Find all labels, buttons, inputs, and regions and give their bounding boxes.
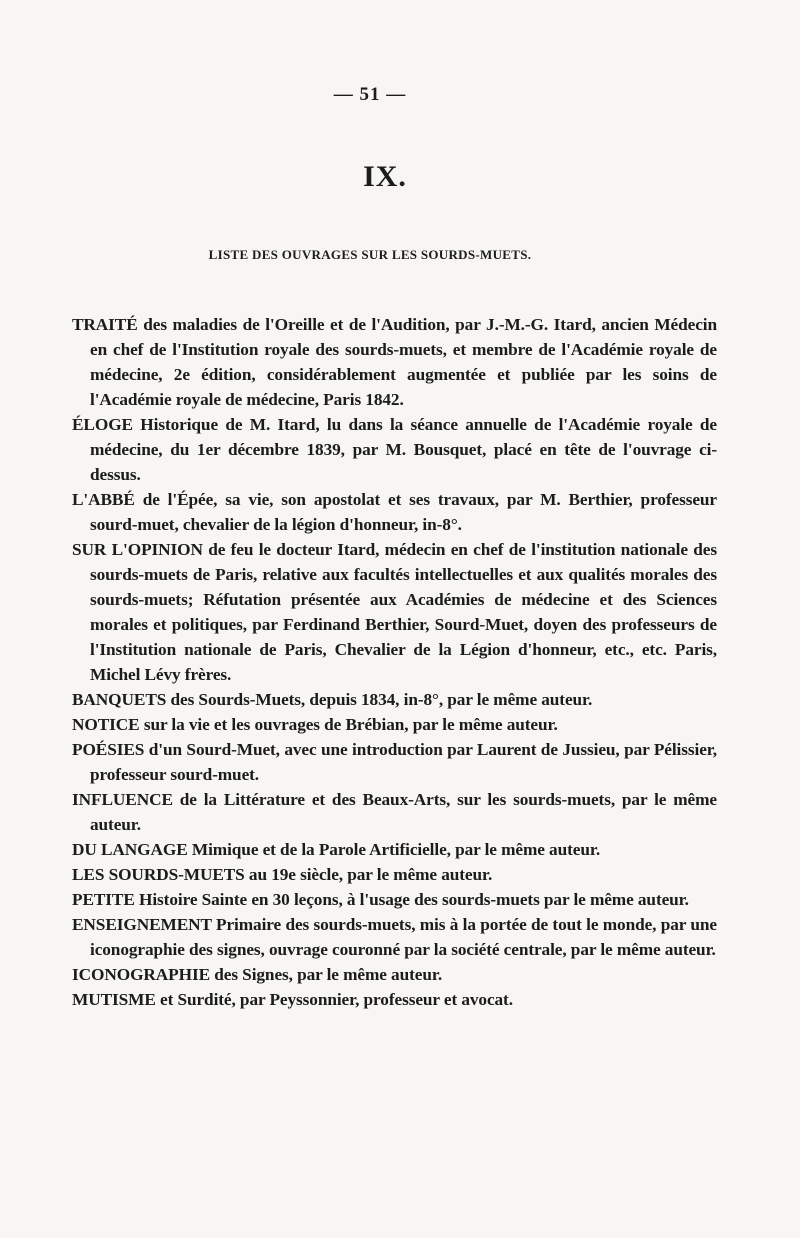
entry-text: Primaire des sourds-muets, mis à la portée de tout le monde, par une iconographie des signes, ouvrage couronné par la société centrale, par le même auteur. bbox=[90, 915, 717, 959]
entry-text: au 19e siècle, par le même auteur. bbox=[244, 865, 493, 884]
entry-text: des Signes, par le même auteur. bbox=[210, 965, 443, 984]
entry-lead: MUTISME bbox=[72, 990, 156, 1009]
entry-text: des maladies de l'Oreille et de l'Audition, par J.-M.-G. Itard, ancien Médecin en chef de l'Institution royale des sourds-muets, et membre de l'Académie royale de médecine, 2e édition, considérablement augmentée et publiée par les soins de l'Académie royale de médecine, Paris 1842. bbox=[90, 315, 717, 409]
entry-lead: DU LANGAGE bbox=[72, 840, 188, 859]
bibliography-entry bbox=[72, 312, 717, 412]
page-number: — 51 — bbox=[333, 84, 407, 105]
entry-text: de la Littérature et des Beaux-Arts, sur les sourds-muets, par le même auteur. bbox=[90, 790, 717, 834]
bibliography-entry bbox=[72, 737, 717, 787]
bibliography-entry bbox=[72, 537, 717, 687]
bibliography-entry bbox=[72, 837, 717, 862]
entry-lead: INFLUENCE bbox=[72, 790, 173, 809]
entry-lead: ENSEIGNEMENT bbox=[72, 915, 212, 934]
section-title: LISTE DES OUVRAGES SUR LES SOURDS-MUETS. bbox=[208, 247, 532, 262]
chapter-heading: IX. bbox=[363, 160, 407, 193]
bibliography-entry bbox=[72, 962, 717, 987]
entry-text: Mimique et de la Parole Artificielle, par le même auteur. bbox=[187, 840, 601, 859]
bibliography-entry bbox=[72, 487, 717, 537]
bibliography-entry bbox=[72, 787, 717, 837]
entry-text: de feu le docteur Itard, médecin en chef de l'institution nationale des sourds-muets de Paris, relative aux facultés intellectuelles et aux qualités morales des sourds-muets; Réfutation présentée aux Académies de médecine et des Sciences morales et politiques, par Ferdinand Berthier, Sourd-Muet, doyen des professeurs de l'Institution nationale de Paris, Chevalier de la Légion d'honneur, etc., etc. Paris, Michel Lévy frères. bbox=[90, 540, 717, 684]
entry-text: des Sourds-Muets, depuis 1834, in-8°, par le même auteur. bbox=[166, 690, 593, 709]
entry-text: sur la vie et les ouvrages de Brébian, par le même auteur. bbox=[139, 715, 558, 734]
entry-text: Histoire Sainte en 30 leçons, à l'usage des sourds-muets par le même auteur. bbox=[134, 890, 689, 909]
bibliography-entry bbox=[72, 912, 717, 962]
entry-lead: BANQUETS bbox=[72, 690, 167, 709]
entry-text: Historique de M. Itard, lu dans la séance annuelle de l'Académie royale de médecine, du 1er décembre 1839, par M. Bousquet, placé en tête de l'ouvrage ci-dessus. bbox=[90, 415, 717, 484]
entry-lead: LES SOURDS-MUETS bbox=[72, 865, 245, 884]
entry-lead: ICONOGRAPHIE bbox=[72, 965, 211, 984]
entry-lead: SUR L'OPINION bbox=[72, 540, 203, 559]
bibliography-list bbox=[72, 312, 717, 1012]
bibliography-entry bbox=[72, 987, 717, 1012]
entry-text: et Surdité, par Peyssonnier, professeur et avocat. bbox=[155, 990, 513, 1009]
bibliography-entry bbox=[72, 712, 717, 737]
entry-text: de l'Épée, sa vie, son apostolat et ses travaux, par M. Berthier, professeur sourd-muet, chevalier de la légion d'honneur, in-8°. bbox=[90, 490, 717, 534]
bibliography-entry bbox=[72, 412, 717, 487]
entry-lead: POÉSIES bbox=[72, 740, 145, 759]
entry-lead: L'ABBÉ bbox=[72, 490, 135, 509]
entry-lead: PETITE bbox=[72, 890, 135, 909]
bibliography-entry bbox=[72, 862, 717, 887]
entry-lead: ÉLOGE bbox=[72, 415, 133, 434]
bibliography-entry bbox=[72, 687, 717, 712]
bibliography-entry bbox=[72, 887, 717, 912]
entry-lead: NOTICE bbox=[72, 715, 140, 734]
entry-lead: TRAITÉ bbox=[72, 315, 138, 334]
entry-text: d'un Sourd-Muet, avec une introduction par Laurent de Jussieu, par Pélissier, professeur sourd-muet. bbox=[90, 740, 717, 784]
